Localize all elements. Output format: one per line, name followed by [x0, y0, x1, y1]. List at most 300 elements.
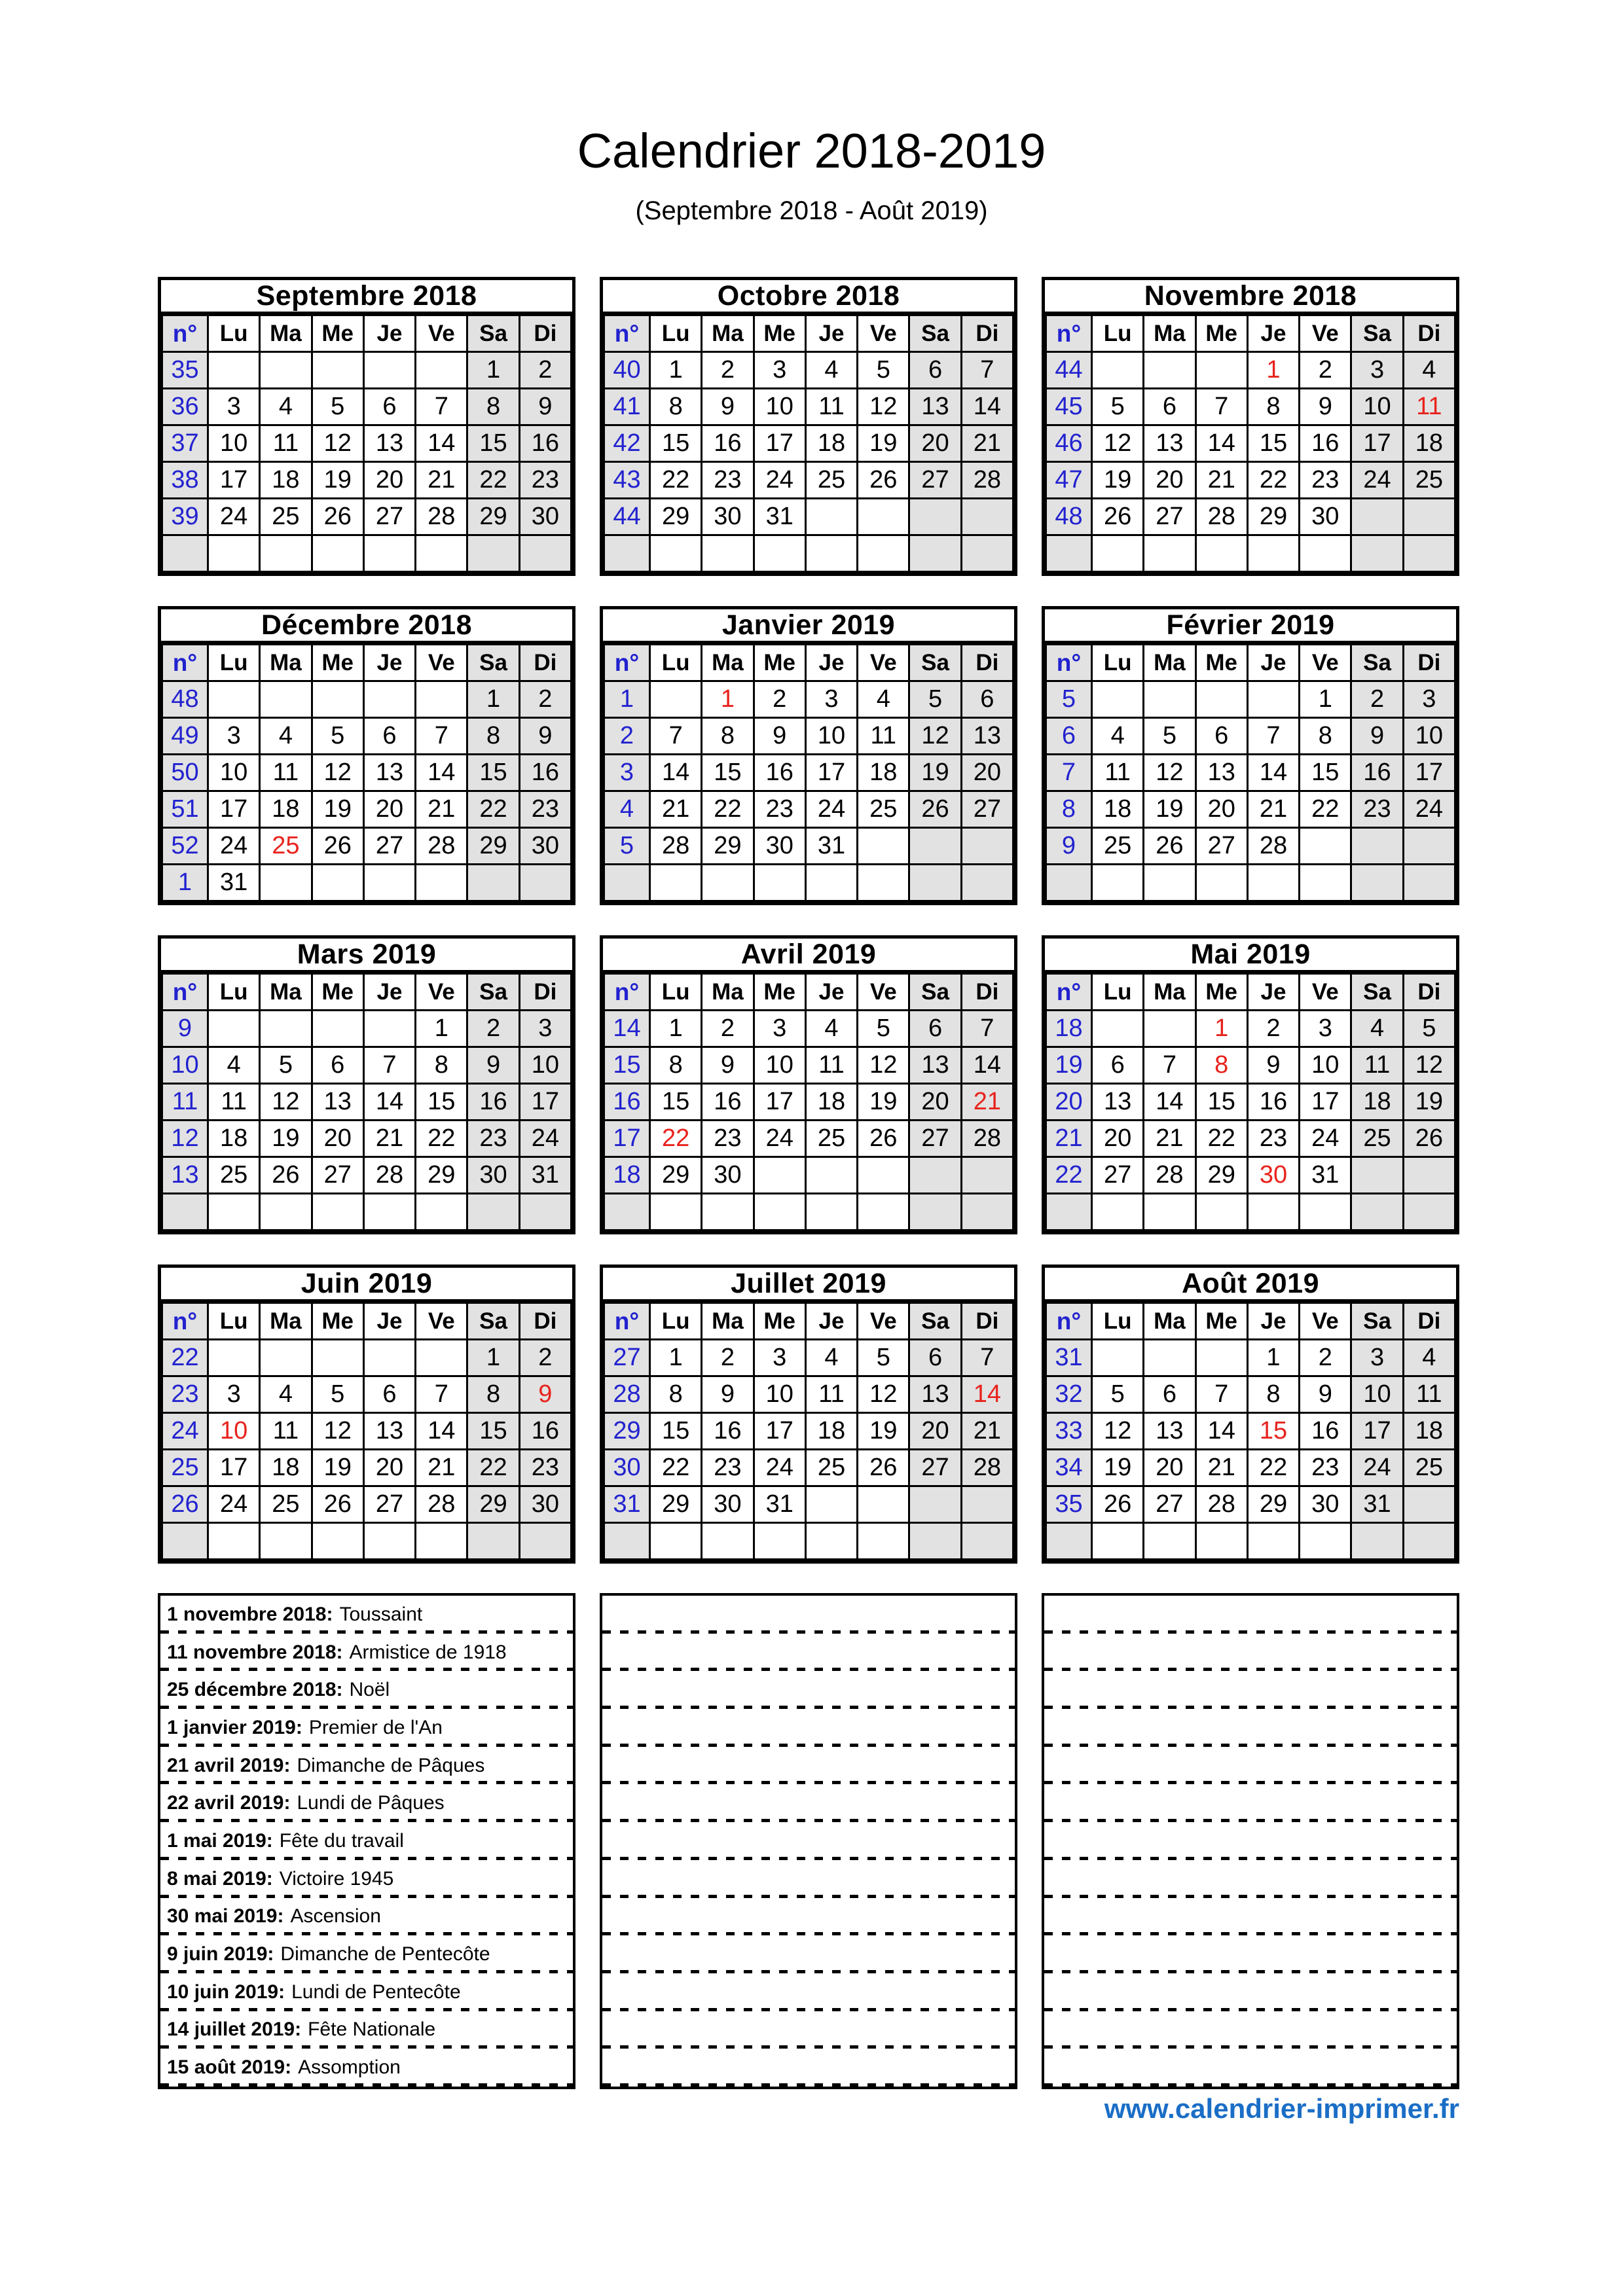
week-number-cell — [1046, 865, 1092, 901]
day-cell: 25 — [260, 828, 312, 865]
day-cell: 7 — [416, 389, 467, 425]
day-cell — [805, 1486, 857, 1523]
weekday-header-ve: Ve — [858, 974, 909, 1011]
day-cell: 11 — [1092, 755, 1144, 791]
week-number-cell: 17 — [604, 1121, 650, 1157]
day-cell: 17 — [805, 755, 857, 791]
day-cell: 8 — [467, 389, 519, 425]
day-cell: 20 — [1195, 791, 1247, 828]
week-number-cell: 7 — [1046, 755, 1092, 791]
weekday-header-row — [604, 315, 1013, 352]
day-cell — [519, 865, 571, 901]
holiday-item — [160, 1860, 573, 1898]
day-cell — [1300, 535, 1351, 572]
holiday-date: 8 mai 2019: — [167, 1867, 273, 1890]
day-cell: 3 — [208, 389, 260, 425]
day-cell: 21 — [961, 1084, 1013, 1121]
day-cell: 15 — [1195, 1084, 1247, 1121]
note-line — [602, 1671, 1015, 1709]
weekday-header-di: Di — [1403, 1303, 1455, 1340]
week-row — [162, 1486, 572, 1523]
weekday-header-ve: Ve — [416, 1303, 467, 1340]
week-row — [162, 791, 572, 828]
day-cell: 26 — [312, 499, 363, 535]
week-number-cell: 44 — [604, 499, 650, 535]
day-cell: 19 — [1092, 1450, 1144, 1486]
holiday-item — [160, 1973, 573, 2011]
day-cell — [1092, 1194, 1144, 1230]
holiday-date: 22 avril 2019: — [167, 1792, 291, 1814]
week-number-cell: 1 — [604, 681, 650, 718]
day-cell — [805, 1194, 857, 1230]
day-cell: 15 — [1247, 425, 1299, 462]
day-cell: 6 — [1092, 1047, 1144, 1084]
day-cell: 23 — [702, 1450, 754, 1486]
holiday-name: Dimanche de Pâques — [297, 1754, 485, 1776]
holiday-item — [160, 1634, 573, 1672]
day-cell: 3 — [754, 1340, 805, 1376]
day-cell: 18 — [1403, 1413, 1455, 1450]
weekday-header-ma: Ma — [702, 645, 754, 681]
day-cell: 8 — [650, 389, 702, 425]
day-cell: 6 — [909, 1011, 961, 1047]
day-cell: 2 — [754, 681, 805, 718]
day-cell: 28 — [650, 828, 702, 865]
months-grid — [158, 277, 1459, 1564]
day-cell: 19 — [858, 1084, 909, 1121]
day-cell: 24 — [754, 1450, 805, 1486]
day-cell: 18 — [805, 425, 857, 462]
day-cell: 27 — [961, 791, 1013, 828]
day-cell: 20 — [909, 425, 961, 462]
day-cell: 16 — [1351, 755, 1403, 791]
day-cell: 8 — [650, 1047, 702, 1084]
day-cell: 16 — [467, 1084, 519, 1121]
month-mai-2019 — [1042, 935, 1459, 1234]
day-cell — [1351, 1523, 1403, 1560]
day-cell: 22 — [650, 1450, 702, 1486]
day-cell: 30 — [702, 499, 754, 535]
day-cell: 23 — [519, 791, 571, 828]
week-number-cell: 21 — [1046, 1121, 1092, 1157]
day-cell: 14 — [961, 389, 1013, 425]
day-cell: 15 — [1300, 755, 1351, 791]
day-cell — [1195, 865, 1247, 901]
weekday-header-di: Di — [961, 974, 1013, 1011]
day-cell: 29 — [467, 828, 519, 865]
day-cell: 8 — [650, 1376, 702, 1413]
holiday-date: 30 mai 2019: — [167, 1905, 284, 1928]
weekday-header-lu: Lu — [650, 645, 702, 681]
week-row — [1046, 1486, 1455, 1523]
day-cell: 20 — [363, 1450, 415, 1486]
day-cell: 13 — [961, 718, 1013, 755]
week-number-cell: 44 — [1046, 352, 1092, 389]
note-line — [602, 1898, 1015, 1936]
day-cell: 18 — [260, 1450, 312, 1486]
footer-website-link[interactable]: www.calendrier-imprimer.fr — [1104, 2093, 1459, 2124]
note-line — [1044, 1860, 1457, 1898]
day-cell: 20 — [1144, 462, 1195, 499]
day-cell — [208, 1194, 260, 1230]
day-cell: 9 — [519, 1376, 571, 1413]
day-cell — [1144, 1523, 1195, 1560]
weekday-header-lu: Lu — [208, 645, 260, 681]
weekday-header-ma: Ma — [1144, 1303, 1195, 1340]
weekday-header-lu: Lu — [650, 1303, 702, 1340]
day-cell: 10 — [1351, 389, 1403, 425]
day-cell: 10 — [1403, 718, 1455, 755]
day-cell: 7 — [650, 718, 702, 755]
day-cell: 7 — [1195, 389, 1247, 425]
day-cell: 11 — [858, 718, 909, 755]
day-cell: 1 — [1300, 681, 1351, 718]
day-cell: 2 — [702, 1340, 754, 1376]
holiday-date: 9 juin 2019: — [167, 1943, 274, 1965]
weekday-header-di: Di — [961, 645, 1013, 681]
day-cell: 19 — [312, 1450, 363, 1486]
week-row — [1046, 352, 1455, 389]
day-cell: 10 — [208, 425, 260, 462]
day-cell: 27 — [363, 1486, 415, 1523]
week-number-cell: 9 — [1046, 828, 1092, 865]
note-line — [602, 2011, 1015, 2049]
holiday-date: 11 novembre 2018: — [167, 1641, 343, 1663]
day-cell: 6 — [1195, 718, 1247, 755]
day-cell — [650, 535, 702, 572]
day-cell: 23 — [754, 791, 805, 828]
day-cell: 28 — [961, 1121, 1013, 1157]
holiday-name: Lundi de Pentecôte — [291, 1981, 461, 2003]
weekday-header-je: Je — [363, 974, 415, 1011]
day-cell — [1351, 499, 1403, 535]
day-cell: 14 — [1195, 1413, 1247, 1450]
weekday-header-ma: Ma — [260, 645, 312, 681]
day-cell — [754, 865, 805, 901]
month-fevrier-2019 — [1042, 606, 1459, 905]
day-cell: 12 — [260, 1084, 312, 1121]
weekday-header-sa: Sa — [909, 974, 961, 1011]
day-cell — [1092, 865, 1144, 901]
day-cell — [858, 1486, 909, 1523]
day-cell: 27 — [909, 1450, 961, 1486]
day-cell: 22 — [650, 1121, 702, 1157]
day-cell: 7 — [1195, 1376, 1247, 1413]
day-cell: 28 — [1195, 1486, 1247, 1523]
holiday-item — [160, 1709, 573, 1747]
day-cell: 17 — [1351, 1413, 1403, 1450]
day-cell: 27 — [1144, 1486, 1195, 1523]
week-number-cell: 13 — [162, 1157, 208, 1194]
weekday-header-me: Me — [1195, 1303, 1247, 1340]
week-row — [1046, 791, 1455, 828]
day-cell: 1 — [1195, 1011, 1247, 1047]
holiday-item — [160, 1784, 573, 1822]
day-cell — [1144, 352, 1195, 389]
day-cell: 29 — [650, 1157, 702, 1194]
day-cell: 28 — [363, 1157, 415, 1194]
holiday-item — [160, 1671, 573, 1709]
day-cell: 3 — [754, 352, 805, 389]
weekday-header-me: Me — [312, 1303, 363, 1340]
day-cell — [519, 535, 571, 572]
day-cell — [1092, 1523, 1144, 1560]
week-number-cell: 4 — [604, 791, 650, 828]
day-cell: 22 — [416, 1121, 467, 1157]
day-cell: 7 — [961, 352, 1013, 389]
day-cell: 5 — [1092, 389, 1144, 425]
week-row — [1046, 1523, 1455, 1560]
day-cell: 6 — [363, 389, 415, 425]
day-cell — [961, 499, 1013, 535]
week-row — [162, 1413, 572, 1450]
day-cell — [650, 865, 702, 901]
week-row — [604, 865, 1013, 901]
day-cell: 22 — [1195, 1121, 1247, 1157]
week-number-cell: 18 — [1046, 1011, 1092, 1047]
day-cell: 28 — [1144, 1157, 1195, 1194]
week-row — [1046, 1011, 1455, 1047]
day-cell: 7 — [1144, 1047, 1195, 1084]
day-cell — [1195, 1194, 1247, 1230]
day-cell — [1195, 1340, 1247, 1376]
week-number-cell: 18 — [604, 1157, 650, 1194]
day-cell: 13 — [909, 389, 961, 425]
day-cell — [702, 1194, 754, 1230]
day-cell: 1 — [467, 1340, 519, 1376]
week-row — [604, 1486, 1013, 1523]
day-cell: 1 — [467, 681, 519, 718]
day-cell: 13 — [909, 1376, 961, 1413]
week-number-cell: 35 — [162, 352, 208, 389]
day-cell: 18 — [805, 1084, 857, 1121]
day-cell: 1 — [702, 681, 754, 718]
weekday-header-je: Je — [1247, 974, 1299, 1011]
day-cell: 14 — [1144, 1084, 1195, 1121]
day-cell — [1403, 865, 1455, 901]
day-cell: 3 — [1351, 1340, 1403, 1376]
day-cell — [961, 1486, 1013, 1523]
day-cell: 9 — [519, 718, 571, 755]
week-number-cell: 11 — [162, 1084, 208, 1121]
day-cell: 22 — [1300, 791, 1351, 828]
weekday-header-di: Di — [519, 645, 571, 681]
week-number-cell: 30 — [604, 1450, 650, 1486]
day-cell: 29 — [1195, 1157, 1247, 1194]
day-cell — [858, 828, 909, 865]
week-row — [1046, 1157, 1455, 1194]
week-row — [162, 755, 572, 791]
month-avril-2019 — [600, 935, 1017, 1234]
week-row — [162, 352, 572, 389]
day-cell: 21 — [961, 1413, 1013, 1450]
day-cell: 16 — [1300, 1413, 1351, 1450]
day-cell: 27 — [363, 499, 415, 535]
week-number-cell: 43 — [604, 462, 650, 499]
week-number-cell: 34 — [1046, 1450, 1092, 1486]
day-cell — [1351, 865, 1403, 901]
day-cell: 11 — [1403, 389, 1455, 425]
day-cell: 10 — [754, 389, 805, 425]
day-cell — [1247, 865, 1299, 901]
weekday-header-di: Di — [1403, 645, 1455, 681]
day-cell: 8 — [702, 718, 754, 755]
day-cell: 12 — [312, 1413, 363, 1450]
day-cell — [363, 1340, 415, 1376]
month-table — [1045, 973, 1456, 1231]
weekday-header-me: Me — [754, 645, 805, 681]
day-cell: 7 — [961, 1340, 1013, 1376]
day-cell: 11 — [805, 1047, 857, 1084]
day-cell: 12 — [858, 389, 909, 425]
day-cell: 14 — [961, 1047, 1013, 1084]
month-table — [603, 1302, 1014, 1560]
day-cell: 13 — [1144, 425, 1195, 462]
day-cell: 18 — [208, 1121, 260, 1157]
day-cell: 21 — [1144, 1121, 1195, 1157]
day-cell: 29 — [1247, 499, 1299, 535]
day-cell: 30 — [519, 1486, 571, 1523]
weekday-header-ve: Ve — [416, 645, 467, 681]
day-cell: 30 — [1300, 1486, 1351, 1523]
week-number-cell — [1046, 1194, 1092, 1230]
note-line — [602, 1747, 1015, 1785]
day-cell — [416, 681, 467, 718]
day-cell: 12 — [1092, 425, 1144, 462]
week-number-cell: 49 — [162, 718, 208, 755]
note-line — [1044, 1784, 1457, 1822]
day-cell: 24 — [1351, 1450, 1403, 1486]
day-cell — [754, 1194, 805, 1230]
day-cell: 31 — [754, 1486, 805, 1523]
day-cell: 20 — [909, 1084, 961, 1121]
week-number-cell — [1046, 1523, 1092, 1560]
day-cell: 30 — [1300, 499, 1351, 535]
day-cell: 21 — [961, 425, 1013, 462]
weekday-header-lu: Lu — [650, 974, 702, 1011]
holiday-item — [160, 1747, 573, 1785]
day-cell: 27 — [1092, 1157, 1144, 1194]
holiday-name: Toussaint — [339, 1603, 423, 1625]
holiday-item — [160, 1822, 573, 1860]
week-number-cell: 50 — [162, 755, 208, 791]
day-cell: 4 — [858, 681, 909, 718]
week-row — [162, 535, 572, 572]
weekday-header-je: Je — [1247, 1303, 1299, 1340]
month-novembre-2018 — [1042, 277, 1459, 576]
day-cell: 16 — [519, 755, 571, 791]
weekday-header-sa: Sa — [467, 974, 519, 1011]
weekday-header-me: Me — [754, 1303, 805, 1340]
day-cell — [467, 535, 519, 572]
day-cell: 8 — [467, 1376, 519, 1413]
day-cell — [416, 865, 467, 901]
day-cell: 4 — [260, 1376, 312, 1413]
day-cell: 7 — [1247, 718, 1299, 755]
day-cell: 9 — [1351, 718, 1403, 755]
weekday-header-di: Di — [519, 315, 571, 352]
day-cell: 31 — [1300, 1157, 1351, 1194]
note-line — [1044, 1596, 1457, 1634]
week-number-header: n° — [604, 315, 650, 352]
day-cell — [1351, 1157, 1403, 1194]
week-row — [604, 1047, 1013, 1084]
week-number-cell: 25 — [162, 1450, 208, 1486]
weekday-header-lu: Lu — [208, 974, 260, 1011]
day-cell: 16 — [754, 755, 805, 791]
weekday-header-ve: Ve — [1300, 315, 1351, 352]
day-cell: 13 — [312, 1084, 363, 1121]
note-line — [1044, 1935, 1457, 1973]
week-row — [162, 1376, 572, 1413]
week-number-header: n° — [604, 645, 650, 681]
day-cell: 5 — [1144, 718, 1195, 755]
day-cell — [363, 352, 415, 389]
month-title: Juillet 2019 — [603, 1268, 1014, 1302]
week-row — [604, 1084, 1013, 1121]
week-row — [604, 1157, 1013, 1194]
day-cell: 19 — [312, 791, 363, 828]
day-cell — [208, 681, 260, 718]
day-cell: 31 — [754, 499, 805, 535]
day-cell: 16 — [519, 1413, 571, 1450]
day-cell: 18 — [1092, 791, 1144, 828]
day-cell: 21 — [416, 1450, 467, 1486]
day-cell — [1403, 535, 1455, 572]
day-cell: 22 — [467, 462, 519, 499]
day-cell — [961, 1523, 1013, 1560]
week-row — [1046, 499, 1455, 535]
week-row — [162, 1121, 572, 1157]
week-row — [1046, 535, 1455, 572]
week-row — [1046, 681, 1455, 718]
day-cell: 6 — [1144, 1376, 1195, 1413]
day-cell: 8 — [416, 1047, 467, 1084]
day-cell — [260, 1011, 312, 1047]
weekday-header-ve: Ve — [1300, 645, 1351, 681]
week-row — [162, 425, 572, 462]
note-line — [1044, 2049, 1457, 2087]
week-row — [604, 1011, 1013, 1047]
day-cell: 24 — [208, 828, 260, 865]
week-number-cell: 31 — [604, 1486, 650, 1523]
month-title: Novembre 2018 — [1045, 280, 1456, 314]
day-cell: 26 — [1092, 1486, 1144, 1523]
day-cell — [416, 535, 467, 572]
day-cell: 23 — [467, 1121, 519, 1157]
day-cell — [1247, 681, 1299, 718]
day-cell — [467, 1523, 519, 1560]
day-cell — [312, 1194, 363, 1230]
week-number-cell: 19 — [1046, 1047, 1092, 1084]
day-cell: 17 — [208, 1450, 260, 1486]
day-cell: 2 — [1300, 352, 1351, 389]
day-cell: 7 — [363, 1047, 415, 1084]
day-cell: 10 — [805, 718, 857, 755]
holiday-item — [160, 1898, 573, 1936]
day-cell: 29 — [650, 499, 702, 535]
weekday-header-me: Me — [1195, 645, 1247, 681]
week-row — [1046, 389, 1455, 425]
week-row — [604, 1523, 1013, 1560]
day-cell — [260, 535, 312, 572]
week-row — [1046, 1376, 1455, 1413]
day-cell: 28 — [416, 1486, 467, 1523]
day-cell: 19 — [260, 1121, 312, 1157]
day-cell — [858, 1194, 909, 1230]
day-cell: 7 — [416, 1376, 467, 1413]
weekday-header-lu: Lu — [208, 1303, 260, 1340]
